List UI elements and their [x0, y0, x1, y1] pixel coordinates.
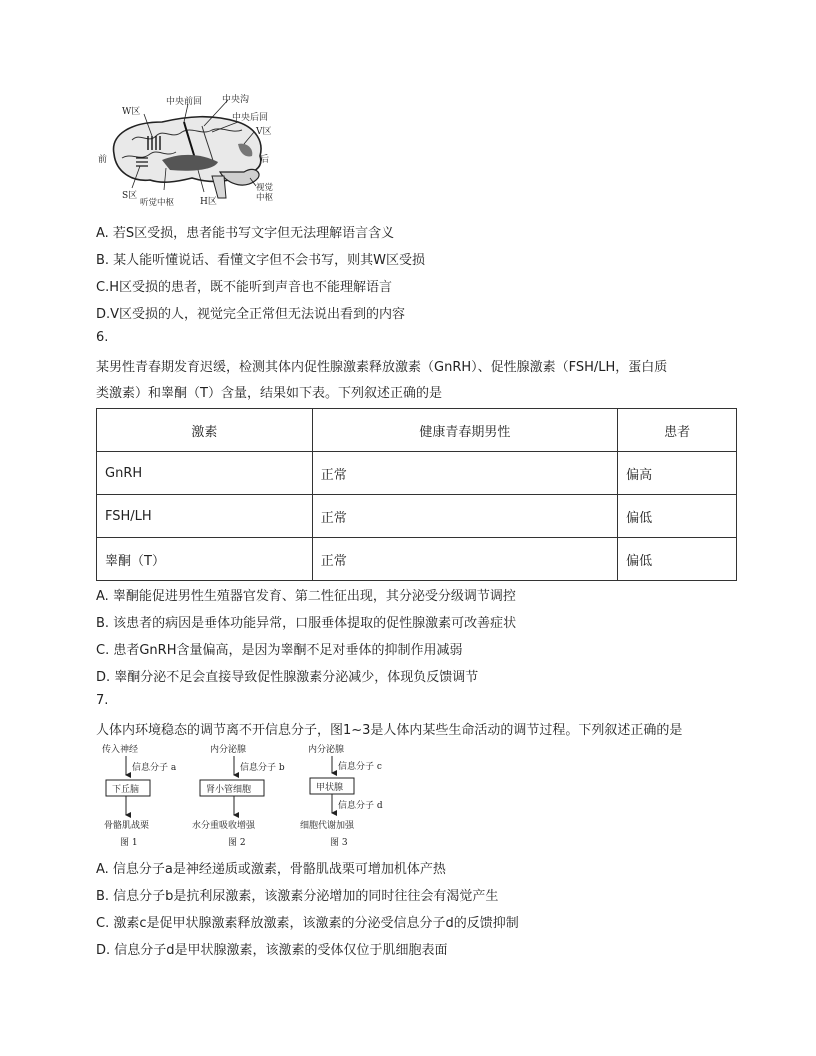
table-cell: FSH/LH	[97, 495, 313, 538]
label-visual-1: 视觉	[256, 183, 274, 193]
q6-option-a: A. 睾酮能促进男性生殖器官发育、第二性征出现，其分泌受分级调节调控	[96, 589, 516, 604]
table-header-row	[97, 409, 737, 452]
fig3-box-label: 甲状腺	[316, 783, 344, 793]
table-header: 激素	[97, 409, 313, 452]
fig1-box-label: 下丘脑	[112, 785, 140, 795]
label-back: 后	[260, 155, 270, 165]
q6-stem-line2: 类激素）和睾酮（T）含量，结果如下表。下列叙述正确的是	[96, 386, 442, 401]
q5-option-b: B. 某人能听懂说话、看懂文字但不会书写，则其W区受损	[96, 253, 426, 268]
table-cell: 偏高	[618, 452, 737, 495]
label-precentral: 中央前回	[166, 97, 203, 107]
q7-number: 7.	[96, 693, 109, 708]
label-front: 前	[98, 155, 108, 165]
fig1-caption: 图 1	[120, 838, 138, 848]
regulation-figures	[100, 742, 400, 850]
q6-number: 6.	[96, 330, 109, 345]
figure-3	[300, 743, 383, 848]
table-row	[97, 495, 737, 538]
q5-option-c: C.H区受损的患者，既不能听到声音也不能理解语言	[96, 280, 392, 295]
q7-stem: 人体内环境稳态的调节离不开信息分子，图1~3是人体内某些生命活动的调节过程。下列叙述正确的是	[96, 723, 683, 738]
table-cell: GnRH	[97, 452, 313, 495]
fig2-caption: 图 2	[228, 838, 246, 848]
fig3-caption: 图 3	[330, 838, 348, 848]
label-h-area: H区	[200, 197, 217, 207]
q7-option-d: D. 信息分子d是甲状腺激素，该激素的受体仅位于肌细胞表面	[96, 943, 448, 958]
fig1-source: 传入神经	[102, 745, 139, 755]
label-v-area: V区	[256, 127, 272, 137]
fig3-signal-out: 信息分子 d	[338, 801, 383, 811]
hormone-table	[96, 408, 737, 581]
q6-option-b: B. 该患者的病因是垂体功能异常，口服垂体提取的促性腺激素可改善症状	[96, 616, 517, 631]
q6-option-c: C. 患者GnRH含量偏高，是因为睾酮不足对垂体的抑制作用减弱	[96, 643, 463, 658]
label-w-area: W区	[122, 107, 141, 117]
table-cell: 偏低	[618, 495, 737, 538]
fig3-source: 内分泌腺	[308, 745, 345, 755]
table-cell: 正常	[312, 452, 617, 495]
label-visual-2: 中枢	[256, 193, 274, 203]
table-row	[97, 538, 737, 581]
table-header: 健康青春期男性	[312, 409, 617, 452]
q7-option-c: C. 激素c是促甲状腺激素释放激素，该激素的分泌受信息分子d的反馈抑制	[96, 916, 519, 931]
q5-option-d: D.V区受损的人，视觉完全正常但无法说出看到的内容	[96, 307, 406, 322]
label-postcentral: 中央后回	[232, 113, 269, 123]
table-cell: 正常	[312, 538, 617, 581]
fig2-result: 水分重吸收增强	[192, 821, 256, 831]
table-cell: 正常	[312, 495, 617, 538]
label-s-area: S区	[122, 191, 138, 201]
fig1-signal: 信息分子 a	[132, 763, 177, 773]
table-row	[97, 452, 737, 495]
fig2-signal: 信息分子 b	[240, 763, 285, 773]
table-header: 患者	[618, 409, 737, 452]
fig2-source: 内分泌腺	[210, 745, 247, 755]
q5-option-a: A. 若S区受损，患者能书写文字但无法理解语言含义	[96, 226, 395, 241]
figure-1	[102, 743, 177, 848]
table-cell: 偏低	[618, 538, 737, 581]
fig3-signal-in: 信息分子 c	[338, 762, 382, 772]
q6-stem-line1: 某男性青春期发育迟缓，检测其体内促性腺激素释放激素（GnRH）、促性腺激素（FSH/LH，蛋白质	[96, 360, 668, 375]
figure-2	[192, 743, 285, 848]
label-sulcus: 中央沟	[222, 95, 250, 105]
table-cell: 睾酮（T）	[97, 538, 313, 581]
fig2-box-label: 肾小管细胞	[206, 785, 252, 795]
fig1-result: 骨骼肌战栗	[104, 821, 150, 831]
label-auditory: 听觉中枢	[140, 198, 175, 207]
q6-option-d: D. 睾酮分泌不足会直接导致促性腺激素分泌减少，体现负反馈调节	[96, 670, 479, 685]
q7-option-b: B. 信息分子b是抗利尿激素，该激素分泌增加的同时往往会有渴觉产生	[96, 889, 499, 904]
q7-option-a: A. 信息分子a是神经递质或激素，骨骼肌战栗可增加机体产热	[96, 862, 446, 877]
brain-figure	[92, 92, 292, 207]
fig3-result: 细胞代谢加强	[300, 821, 355, 831]
